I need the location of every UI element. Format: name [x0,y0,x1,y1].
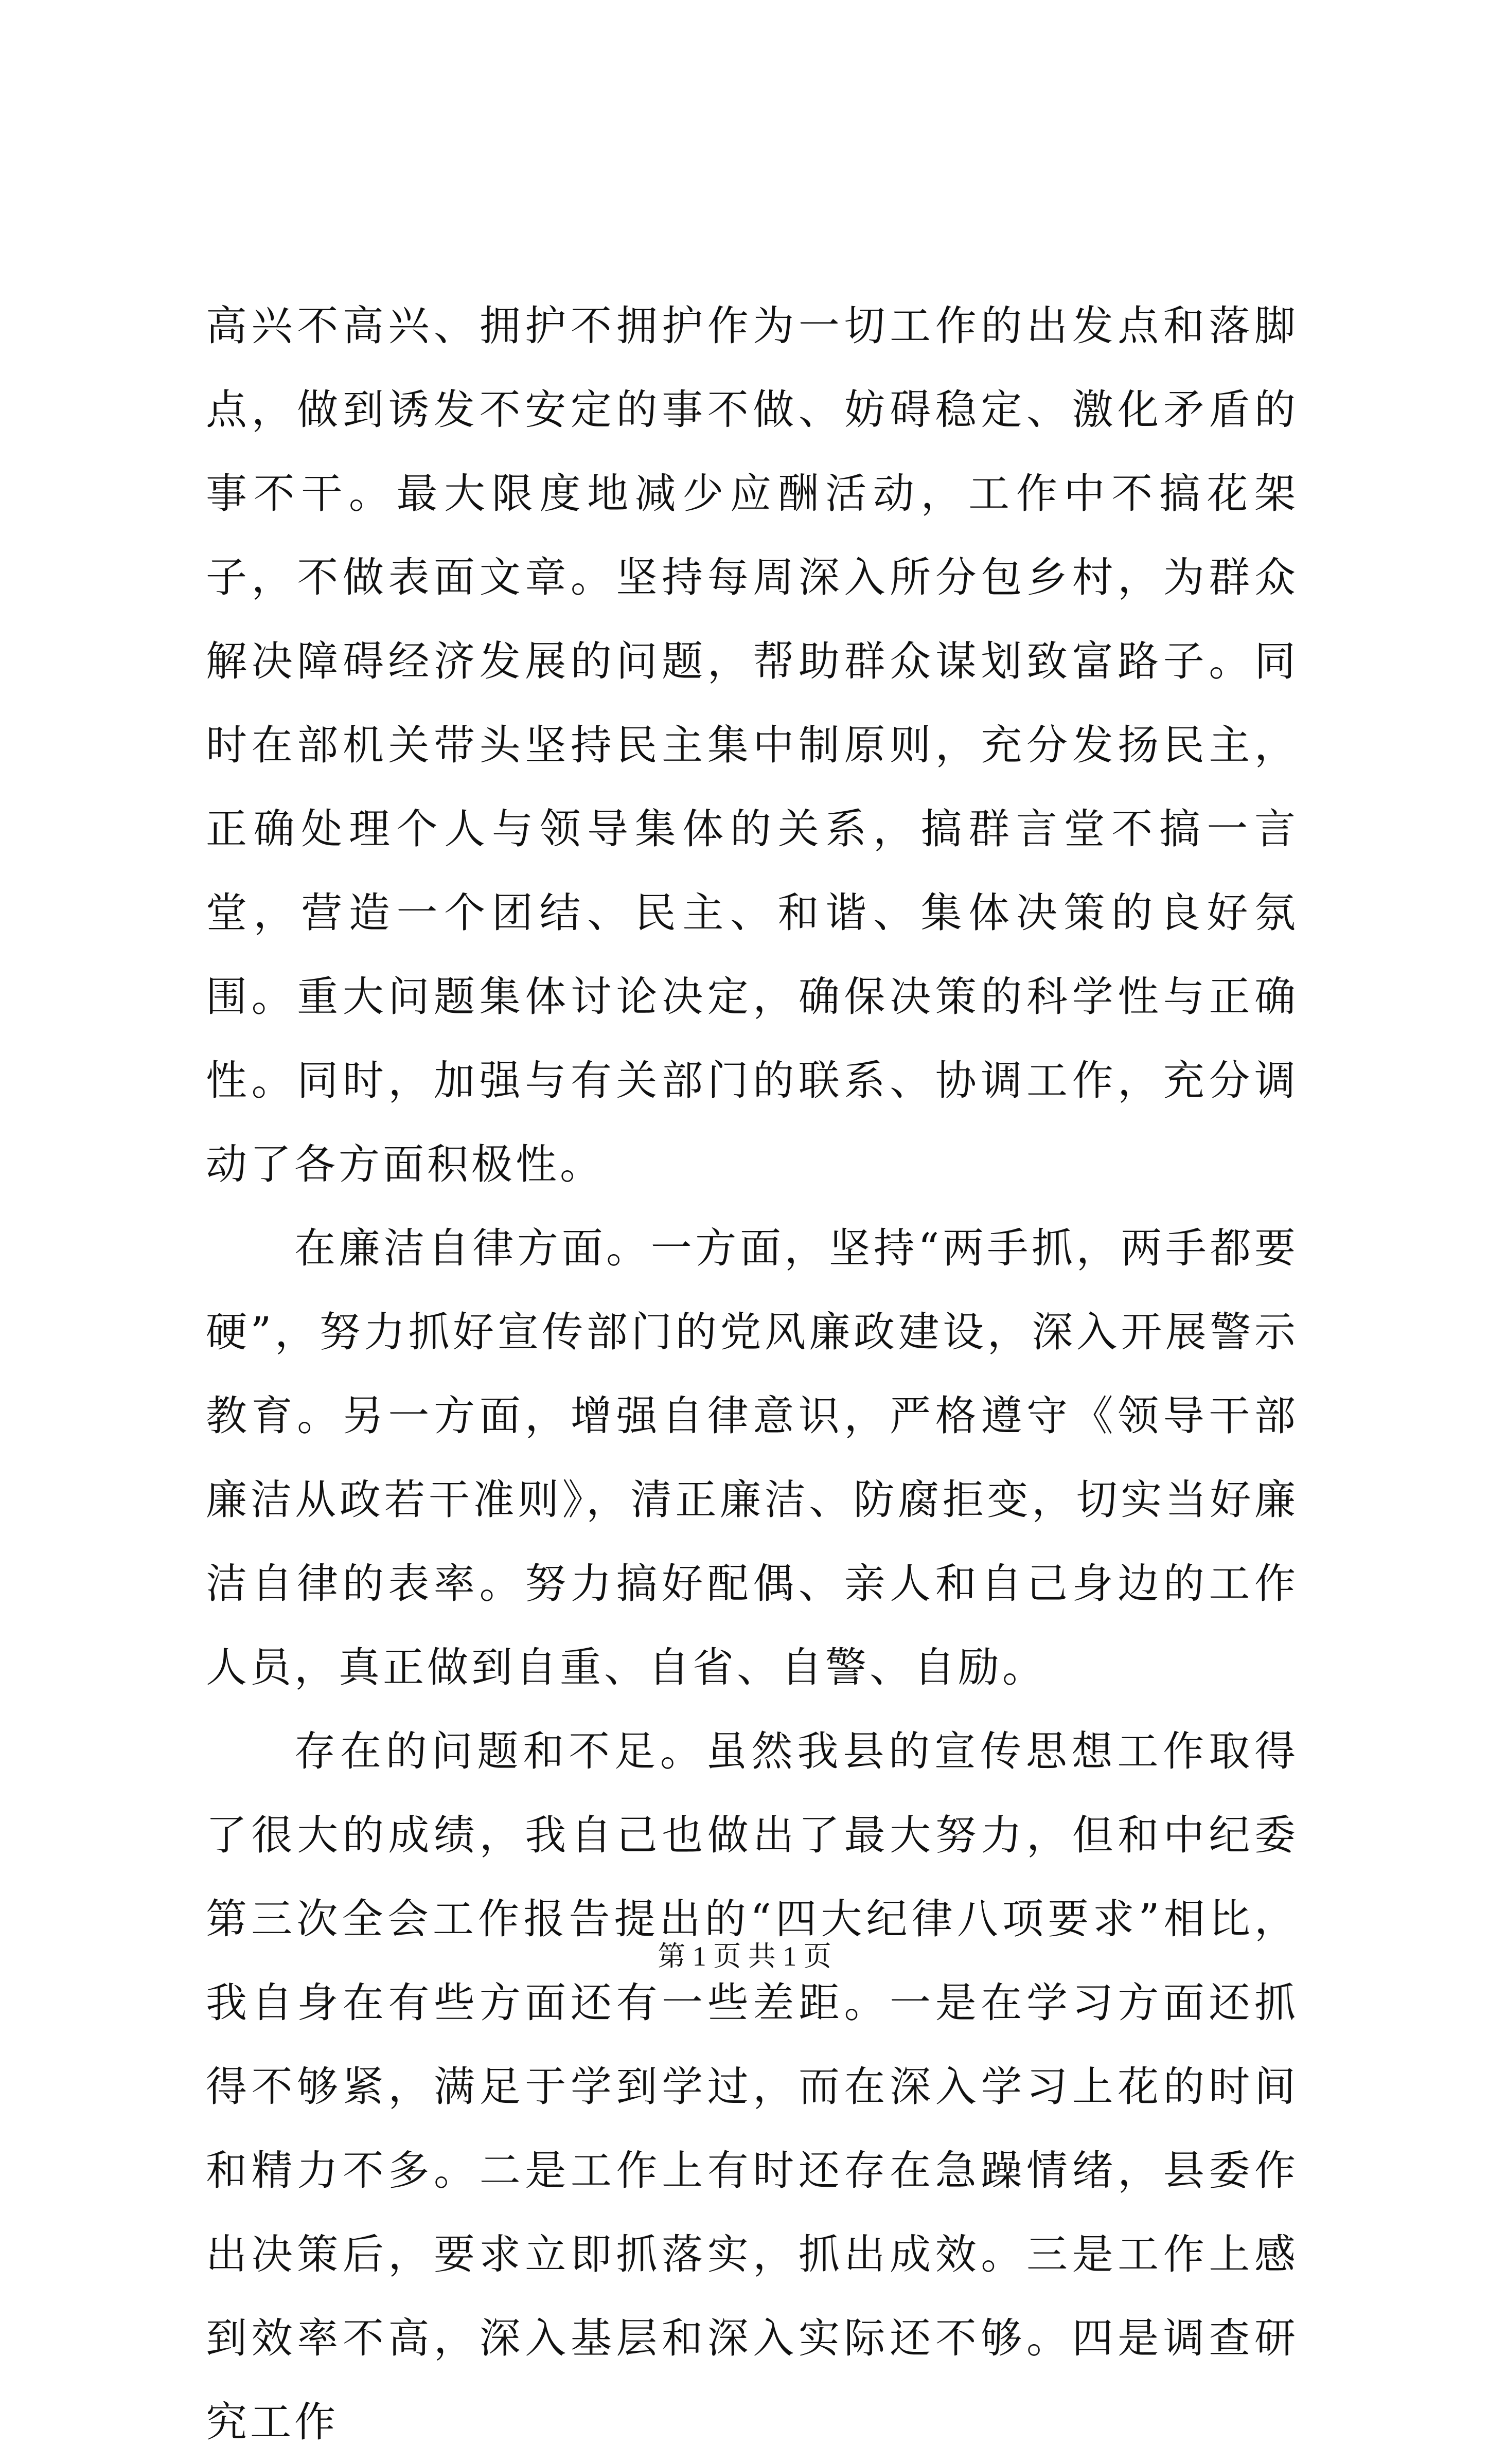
paragraph-leadership-style: 高兴不高兴、拥护不拥护作为一切工作的出发点和落脚点，做到诱发不安定的事不做、妨碍稳定、激化矛盾的事不干。最大限度地减少应酬活动，工作中不搞花架子，不做表面文章。坚持每周深入所分包乡村，为群众解决障碍经济发展的问题，帮助群众谋划致富路子。同时在部机关带头坚持民主集中制原则，充分发扬民主，正确处理个人与领导集体的关系，搞群言堂不搞一言堂，营造一个团结、民主、和谐、集体决策的良好氛围。重大问题集体讨论决定，确保决策的科学性与正确性。同时，加强与有关部门的联系、协调工作，充分调动了各方面积极性。 [206,302,1299,1188]
document-body [206,284,1299,2464]
paragraph-integrity: 在廉洁自律方面。一方面，坚持“两手抓，两手都要硬”，努力抓好宣传部门的党风廉政建设，深入开展警示教育。另一方面，增强自律意识，严格遵守《领导干部廉洁从政若干准则》，清正廉洁、防腐拒变，切实当好廉洁自律的表率。努力搞好配偶、亲人和自己身边的工作人员，真正做到自重、自省、自警、自励。 [206,1224,1299,1691]
page-number-footer: 第 1 页 共 1 页 [658,1941,831,1972]
paragraph-problems: 存在的问题和不足。虽然我县的宣传思想工作取得了很大的成绩，我自己也做出了最大努力，但和中纪委第三次全会工作报告提出的“四大纪律八项要求”相比，我自身在有些方面还有一些差距。一是在学习方面还抓得不够紧，满足于学到学过，而在深入学习上花的时间和精力不多。二是工作上有时还存在急躁情绪，县委作出决策后，要求立即抓落实，抓出成效。三是工作上感到效率不高，深入基层和深入实际还不够。四是调查研究工作 [206,1727,1299,2446]
